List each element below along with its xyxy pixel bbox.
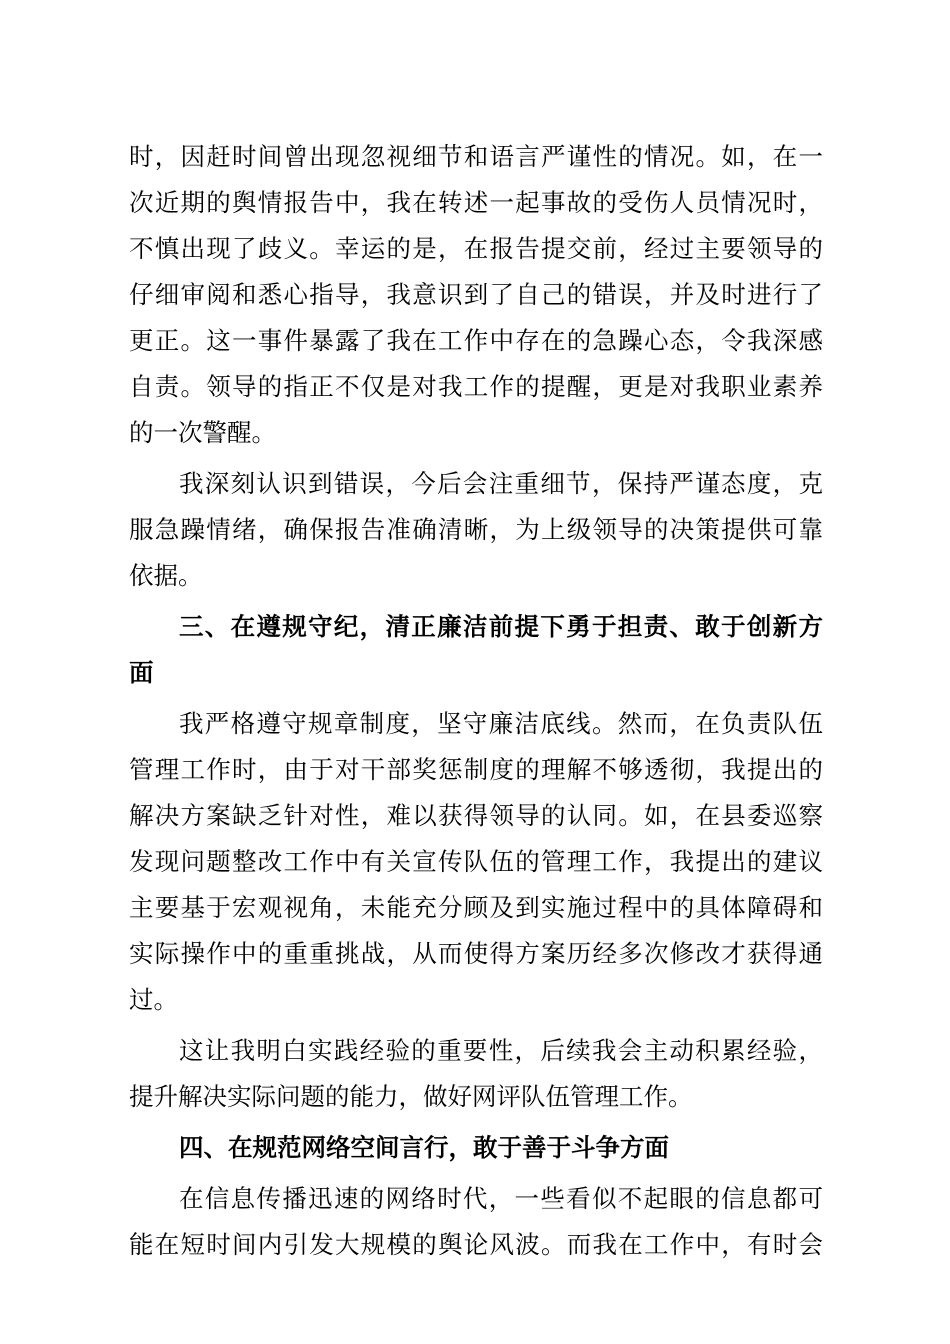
text-line: 过。: [129, 985, 178, 1014]
text-line: 更正。这一事件暴露了我在工作中存在的急躁心态，令我深感: [129, 326, 823, 355]
paragraph-reflection: [129, 461, 823, 599]
text-line: 管理工作时，由于对干部奖惩制度的理解不够透彻，我提出的: [129, 755, 823, 784]
text-line: 解决方案缺乏针对性，难以获得领导的认同。如，在县委巡察: [129, 801, 823, 830]
text-line: 在信息传播迅速的网络时代，一些看似不起眼的信息都可: [179, 1184, 823, 1213]
text-line: 服急躁情绪，确保报告准确清晰，为上级领导的决策提供可靠: [129, 515, 823, 544]
heading-line: 四、在规范网络空间言行，敢于善于斗争方面: [179, 1133, 669, 1162]
paragraph-discipline: [129, 701, 823, 1023]
text-line: 不慎出现了歧义。幸运的是，在报告提交前，经过主要领导的: [129, 234, 823, 263]
heading-line: 三、在遵规守纪，清正廉洁前提下勇于担责、敢于创新方: [179, 612, 823, 641]
paragraph-experience: [129, 1028, 823, 1120]
text-line: 仔细审阅和悉心指导，我意识到了自己的错误，并及时进行了: [129, 280, 823, 309]
text-line: 次近期的舆情报告中，我在转述一起事故的受伤人员情况时，: [129, 188, 823, 217]
text-line: 依据。: [129, 561, 203, 590]
section-heading-three: [129, 604, 823, 696]
text-line: 我严格遵守规章制度，坚守廉洁底线。然而，在负责队伍: [179, 709, 823, 738]
text-line: 的一次警醒。: [129, 418, 276, 447]
heading-line: 面: [129, 658, 154, 687]
text-line: 这让我明白实践经验的重要性，后续我会主动积累经验，: [179, 1036, 823, 1065]
text-line: 能在短时间内引发大规模的舆论风波。而我在工作中，有时会: [129, 1230, 823, 1259]
text-line: 发现问题整改工作中有关宣传队伍的管理工作，我提出的建议: [129, 847, 823, 876]
text-line: 我深刻认识到错误，今后会注重细节，保持严谨态度，克: [179, 469, 823, 498]
text-line: 提升解决实际问题的能力，做好网评队伍管理工作。: [129, 1082, 693, 1111]
text-line: 实际操作中的重重挑战，从而使得方案历经多次修改才获得通: [129, 939, 823, 968]
document-page: [129, 134, 823, 1268]
paragraph-network: [129, 1176, 823, 1268]
text-line: 主要基于宏观视角，未能充分顾及到实施过程中的具体障碍和: [129, 893, 823, 922]
section-heading-four: [129, 1125, 823, 1171]
paragraph-continuation: [129, 134, 823, 456]
text-line: 自责。领导的指正不仅是对我工作的提醒，更是对我职业素养: [129, 372, 823, 401]
text-line: 时，因赶时间曾出现忽视细节和语言严谨性的情况。如，在一: [129, 142, 823, 171]
